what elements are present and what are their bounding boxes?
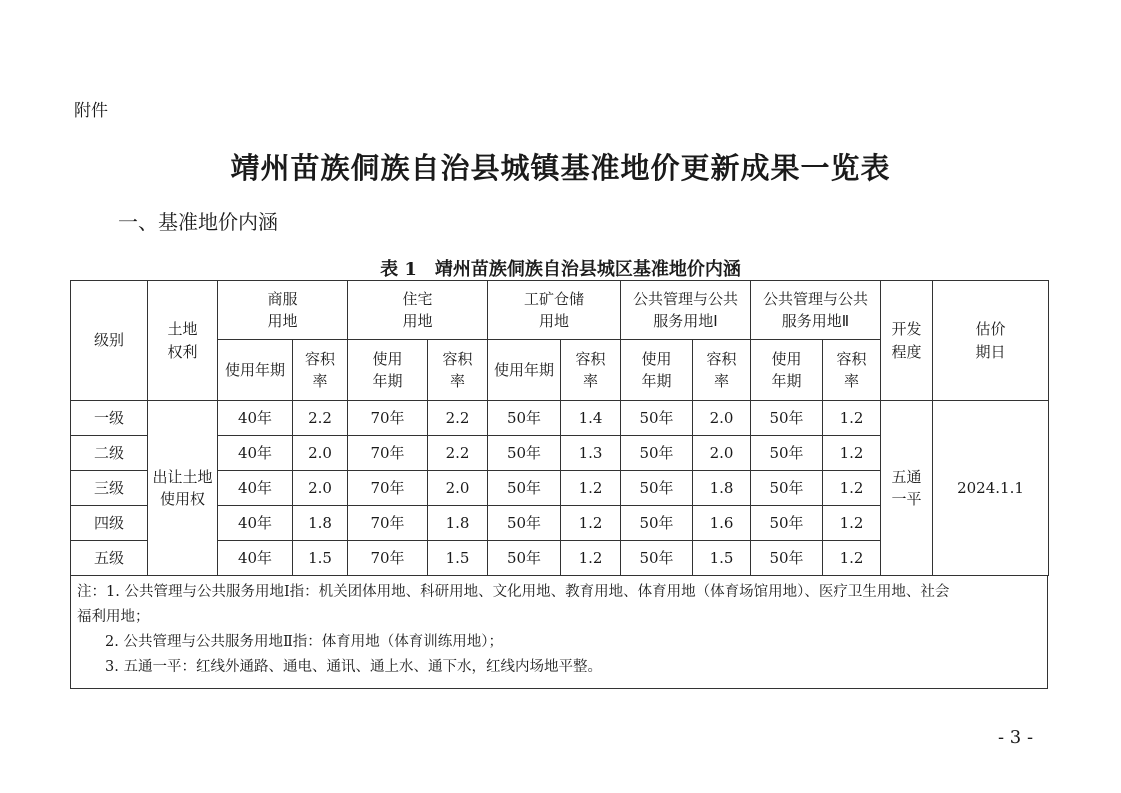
cell-commercial-far: 2.2 xyxy=(293,401,348,436)
cell-residential-term: 70年 xyxy=(348,401,428,436)
table-row xyxy=(71,401,1049,436)
subheader-use-term: 使用年期 xyxy=(218,340,293,401)
cell-level: 二级 xyxy=(71,436,148,471)
page-title: 靖州苗族侗族自治县城镇基准地价更新成果一览表 xyxy=(230,151,891,185)
cell-public2-term: 50年 xyxy=(751,541,823,576)
cell-public2-far: 1.2 xyxy=(823,506,881,541)
cell-public2-far: 1.2 xyxy=(823,541,881,576)
cell-commercial-term: 40年 xyxy=(218,436,293,471)
cell-public1-far: 2.0 xyxy=(693,401,751,436)
subheader-use-term: 使用年期 xyxy=(348,340,428,401)
cell-residential-far: 2.0 xyxy=(428,471,488,506)
cell-residential-term: 70年 xyxy=(348,471,428,506)
section-heading: 一、基准地价内涵 xyxy=(118,210,278,234)
cell-industrial-far: 1.2 xyxy=(561,506,621,541)
header-commercial: 商服用地 xyxy=(218,281,348,340)
header-valuation-date: 估价期日 xyxy=(933,281,1049,401)
note-2: 2. 公共管理与公共服务用地Ⅱ指：体育用地（体育训练用地）； xyxy=(105,634,504,650)
cell-valuation-date: 2024.1.1 xyxy=(933,401,1049,576)
subheader-far: 容积率 xyxy=(693,340,751,401)
cell-commercial-term: 40年 xyxy=(218,401,293,436)
subheader-use-term: 使用年期 xyxy=(751,340,823,401)
cell-commercial-term: 40年 xyxy=(218,471,293,506)
cell-industrial-term: 50年 xyxy=(488,401,561,436)
table-notes xyxy=(70,576,1048,689)
cell-residential-far: 2.2 xyxy=(428,401,488,436)
subheader-use-term: 使用年期 xyxy=(488,340,561,401)
header-public-1: 公共管理与公共服务用地Ⅰ xyxy=(621,281,751,340)
header-industrial: 工矿仓储用地 xyxy=(488,281,621,340)
cell-residential-term: 70年 xyxy=(348,506,428,541)
cell-public2-term: 50年 xyxy=(751,436,823,471)
cell-commercial-far: 2.0 xyxy=(293,436,348,471)
header-public-2: 公共管理与公共服务用地Ⅱ xyxy=(751,281,881,340)
header-development: 开发程度 xyxy=(881,281,933,401)
cell-public1-term: 50年 xyxy=(621,541,693,576)
header-level: 级别 xyxy=(71,281,148,401)
header-residential: 住宅用地 xyxy=(348,281,488,340)
cell-level: 四级 xyxy=(71,506,148,541)
cell-development: 五通一平 xyxy=(881,401,933,576)
header-land-right: 土地权利 xyxy=(148,281,218,401)
cell-level: 一级 xyxy=(71,401,148,436)
land-price-table xyxy=(70,280,1048,689)
cell-industrial-term: 50年 xyxy=(488,436,561,471)
page-number: - 3 - xyxy=(998,727,1034,748)
cell-industrial-term: 50年 xyxy=(488,541,561,576)
cell-residential-far: 1.8 xyxy=(428,506,488,541)
subheader-use-term: 使用年期 xyxy=(621,340,693,401)
cell-public1-term: 50年 xyxy=(621,401,693,436)
subheader-far: 容积率 xyxy=(293,340,348,401)
cell-residential-term: 70年 xyxy=(348,541,428,576)
cell-industrial-far: 1.3 xyxy=(561,436,621,471)
cell-commercial-far: 1.5 xyxy=(293,541,348,576)
cell-commercial-far: 1.8 xyxy=(293,506,348,541)
cell-public2-term: 50年 xyxy=(751,506,823,541)
cell-industrial-far: 1.2 xyxy=(561,541,621,576)
cell-public1-far: 2.0 xyxy=(693,436,751,471)
cell-public1-term: 50年 xyxy=(621,506,693,541)
cell-public2-far: 1.2 xyxy=(823,436,881,471)
subheader-far: 容积率 xyxy=(428,340,488,401)
cell-public2-term: 50年 xyxy=(751,471,823,506)
cell-public1-far: 1.6 xyxy=(693,506,751,541)
note-1a: 注：1. 公共管理与公共服务用地Ⅰ指：机关团体用地、科研用地、文化用地、教育用地、体育用地（体育场馆用地）、医疗卫生用地、社会 xyxy=(77,584,950,600)
cell-public1-term: 50年 xyxy=(621,471,693,506)
cell-industrial-far: 1.2 xyxy=(561,471,621,506)
note-3: 3. 五通一平：红线外通路、通电、通讯、通上水、通下水，红线内场地平整。 xyxy=(105,659,602,675)
cell-public1-far: 1.8 xyxy=(693,471,751,506)
cell-residential-term: 70年 xyxy=(348,436,428,471)
cell-public1-far: 1.5 xyxy=(693,541,751,576)
cell-public2-term: 50年 xyxy=(751,401,823,436)
cell-public2-far: 1.2 xyxy=(823,471,881,506)
cell-residential-far: 2.2 xyxy=(428,436,488,471)
attachment-label: 附件 xyxy=(74,101,108,121)
cell-commercial-term: 40年 xyxy=(218,541,293,576)
cell-residential-far: 1.5 xyxy=(428,541,488,576)
cell-level: 三级 xyxy=(71,471,148,506)
cell-industrial-term: 50年 xyxy=(488,506,561,541)
note-1b: 福利用地； xyxy=(77,609,150,625)
cell-land-right: 出让土地使用权 xyxy=(148,401,218,576)
subheader-far: 容积率 xyxy=(561,340,621,401)
subheader-far: 容积率 xyxy=(823,340,881,401)
cell-public1-term: 50年 xyxy=(621,436,693,471)
cell-industrial-term: 50年 xyxy=(488,471,561,506)
cell-industrial-far: 1.4 xyxy=(561,401,621,436)
cell-commercial-term: 40年 xyxy=(218,506,293,541)
cell-public2-far: 1.2 xyxy=(823,401,881,436)
cell-level: 五级 xyxy=(71,541,148,576)
cell-commercial-far: 2.0 xyxy=(293,471,348,506)
table-caption: 表 1 靖州苗族侗族自治县城区基准地价内涵 xyxy=(380,259,741,280)
